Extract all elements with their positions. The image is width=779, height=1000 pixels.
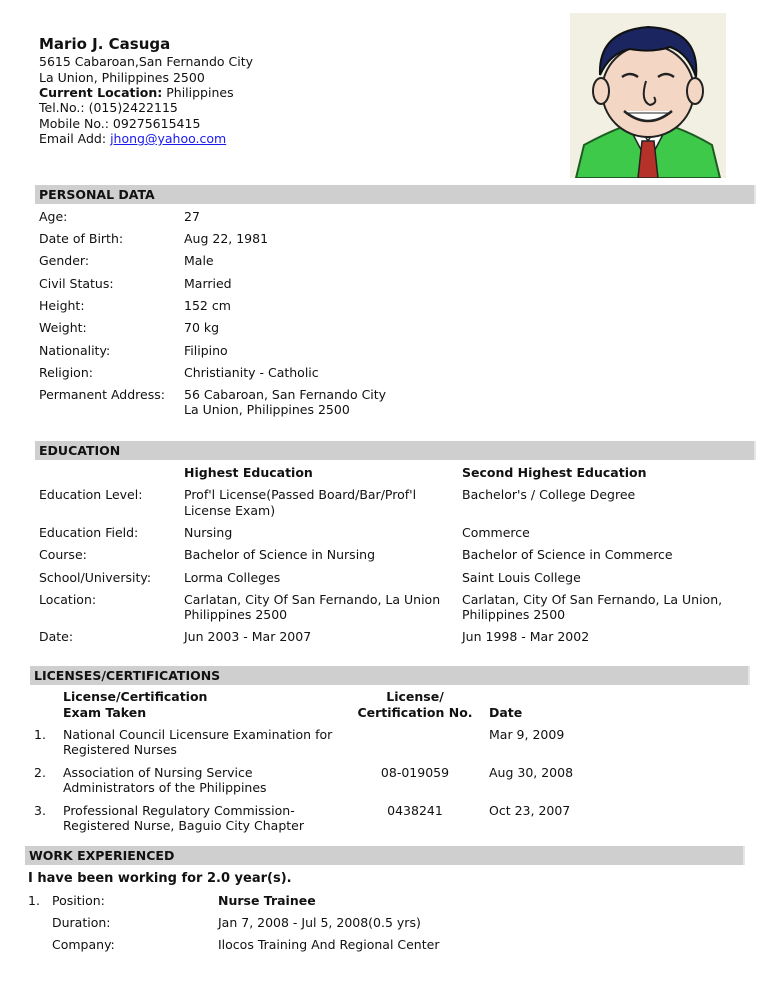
- profile-photo: [570, 13, 726, 178]
- label-religion: Religion:: [39, 365, 93, 380]
- label-course: Course:: [39, 547, 87, 562]
- value-height: 152 cm: [184, 298, 231, 313]
- value-education-field-2: Commerce: [462, 525, 530, 540]
- value-education-level-1b: License Exam): [184, 503, 276, 518]
- value-date-1: Jun 2003 - Mar 2007: [184, 629, 312, 644]
- value-school-2: Saint Louis College: [462, 570, 581, 585]
- license-row-1-exam-line2: Registered Nurses: [63, 742, 177, 757]
- section-header-work: WORK EXPERIENCED: [25, 846, 745, 865]
- value-location-2: Carlatan, City Of San Fernando, La Union,: [462, 592, 723, 607]
- license-row-2-number: 08-019059: [380, 765, 450, 780]
- col-header-exam-line1: License/Certification: [63, 689, 208, 704]
- email: [39, 131, 226, 146]
- license-row-3-exam-line2: Registered Nurse, Baguio City Chapter: [63, 818, 304, 833]
- license-row-1-date: Mar 9, 2009: [489, 727, 565, 742]
- address-line-2: La Union, Philippines 2500: [39, 70, 205, 85]
- section-header-education: EDUCATION: [35, 441, 756, 460]
- license-row-3-date: Oct 23, 2007: [489, 803, 571, 818]
- label-nationality: Nationality:: [39, 343, 111, 358]
- label-age: Age:: [39, 209, 68, 224]
- section-header-licenses: LICENSES/CERTIFICATIONS: [30, 666, 750, 685]
- col-header-exam-line2: Exam Taken: [63, 705, 147, 720]
- email-link[interactable]: jhong@yahoo.com: [110, 131, 227, 146]
- work-entry-1-position-label: Position:: [52, 893, 105, 908]
- current-location-value: Philippines: [166, 85, 234, 100]
- value-education-level-2: Bachelor's / College Degree: [462, 487, 636, 502]
- section-header-personal-data: PERSONAL DATA: [35, 185, 756, 204]
- last-name: Casuga: [108, 35, 171, 53]
- value-civil-status: Married: [184, 276, 232, 291]
- license-row-1-num: 1.: [34, 727, 46, 742]
- value-date-of-birth: Aug 22, 1981: [184, 231, 269, 246]
- col-header-second-highest-education: Second Highest Education: [462, 465, 647, 480]
- value-weight: 70 kg: [184, 320, 220, 335]
- candidate-name: [39, 35, 170, 53]
- license-row-3-number: 0438241: [387, 803, 443, 818]
- address-line-1: 5615 Cabaroan,San Fernando City: [39, 54, 254, 69]
- value-nationality: Filipino: [184, 343, 228, 358]
- work-entry-1-company-label: Company:: [52, 937, 115, 952]
- label-weight: Weight:: [39, 320, 87, 335]
- work-entry-1-position-value: Nurse Trainee: [218, 893, 316, 908]
- work-entry-1-duration-label: Duration:: [52, 915, 111, 930]
- license-row-3-exam-line1: Professional Regulatory Commission-: [63, 803, 295, 818]
- telephone: Tel.No.: (015)2422115: [39, 100, 178, 115]
- label-education-field: Education Field:: [39, 525, 139, 540]
- col-header-number-line1: License/: [386, 689, 444, 704]
- col-header-number-line2: Certification No.: [357, 705, 473, 720]
- value-education-level-1: Prof'l License(Passed Board/Bar/Prof'l: [184, 487, 417, 502]
- label-gender: Gender:: [39, 253, 90, 268]
- label-permanent-address: Permanent Address:: [39, 387, 165, 402]
- work-entry-1-duration-value: Jan 7, 2008 - Jul 5, 2008(0.5 yrs): [218, 915, 421, 930]
- label-location: Location:: [39, 592, 97, 607]
- col-header-date: Date: [489, 705, 523, 720]
- label-school: School/University:: [39, 570, 152, 585]
- label-height: Height:: [39, 298, 85, 313]
- value-date-2: Jun 1998 - Mar 2002: [462, 629, 590, 644]
- value-permanent-address-line2: La Union, Philippines 2500: [184, 402, 350, 417]
- value-education-field-1: Nursing: [184, 525, 233, 540]
- col-header-highest-education: Highest Education: [184, 465, 313, 480]
- work-entry-1-company-value: Ilocos Training And Regional Center: [218, 937, 440, 952]
- value-permanent-address-line1: 56 Cabaroan, San Fernando City: [184, 387, 387, 402]
- email-label: Email Add:: [39, 131, 107, 146]
- value-location-1: Carlatan, City Of San Fernando, La Union: [184, 592, 441, 607]
- license-row-2-exam-line1: Association of Nursing Service: [63, 765, 253, 780]
- license-row-2-exam-line2: Administrators of the Philippines: [63, 780, 267, 795]
- value-age: 27: [184, 209, 200, 224]
- license-row-1-exam-line1: National Council Licensure Examination for: [63, 727, 333, 742]
- label-date: Date:: [39, 629, 74, 644]
- label-civil-status: Civil Status:: [39, 276, 114, 291]
- first-name: Mario J.: [39, 35, 104, 53]
- license-row-2-num: 2.: [34, 765, 46, 780]
- value-course-2: Bachelor of Science in Commerce: [462, 547, 673, 562]
- current-location: [39, 85, 234, 100]
- value-location-1b: Philippines 2500: [184, 607, 288, 622]
- value-school-1: Lorma Colleges: [184, 570, 281, 585]
- value-location-2b: Philippines 2500: [462, 607, 566, 622]
- work-summary: I have been working for 2.0 year(s).: [28, 871, 292, 886]
- value-gender: Male: [184, 253, 214, 268]
- label-date-of-birth: Date of Birth:: [39, 231, 124, 246]
- value-course-1: Bachelor of Science in Nursing: [184, 547, 376, 562]
- license-row-2-date: Aug 30, 2008: [489, 765, 574, 780]
- mobile: Mobile No.: 09275615415: [39, 116, 201, 131]
- current-location-label: Current Location:: [39, 85, 163, 100]
- license-row-3-num: 3.: [34, 803, 46, 818]
- value-religion: Christianity - Catholic: [184, 365, 319, 380]
- caricature-portrait-icon: [570, 13, 726, 178]
- work-entry-1-num: 1.: [28, 893, 40, 908]
- label-education-level: Education Level:: [39, 487, 143, 502]
